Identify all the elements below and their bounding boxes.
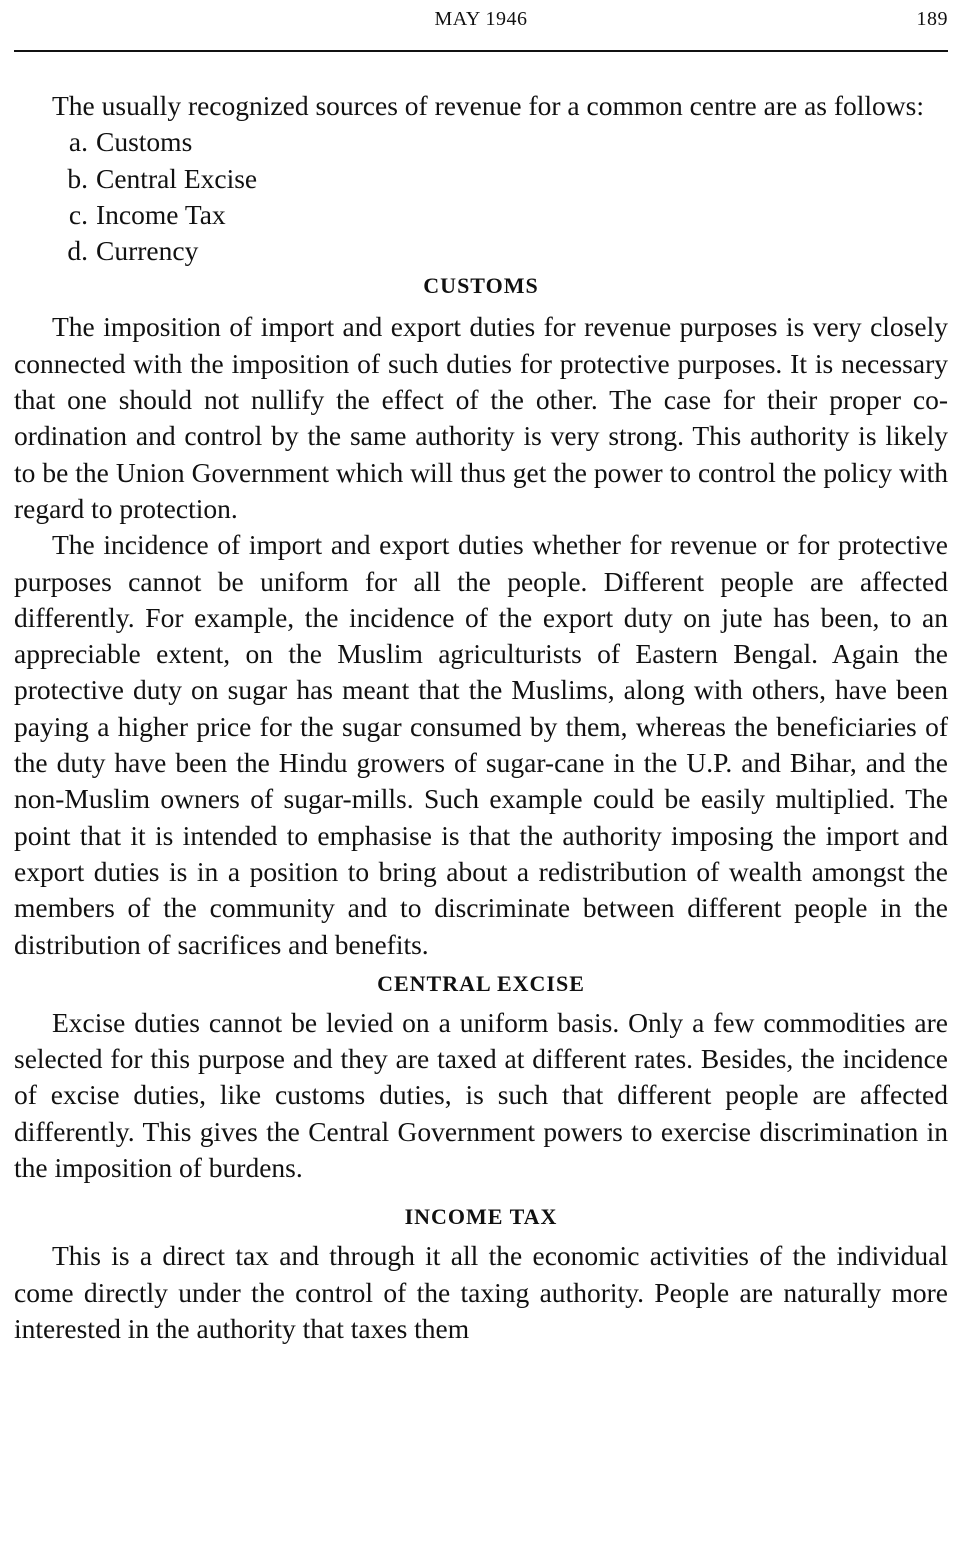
customs-paragraph-2: The incidence of import and export duties whether for revenue or for protective purposes cannot be uniform for all the people. Different people are affected differently. For example, the incidence of the export duty on jute has been, to an appreciable extent, on the Muslim agriculturists of Eastern Bengal. Again the protective duty on sugar has meant that the Muslims, along with others, have been paying a higher price for the sugar consumed by them, whereas the beneficiaries of the duty have been the Hindu growers of sugar-cane in the U.P. and Bihar, and the non-Muslim owners of sugar-mills. Such example could be easily multiplied. The point that it is intended to emphasise is that the authority imposing the import and export duties is in a position to bring about a redistribution of wealth amongst the members of the community and to discriminate between different people in the distribution of sacrifices and benefits. [14, 529, 948, 960]
list-marker: b. [67, 162, 88, 194]
list-item [14, 197, 948, 233]
list-marker: d. [67, 235, 88, 267]
customs-paragraph-1: The imposition of import and export duties for revenue purposes is very closely connected with the imposition of such duties for protective purposes. It is necessary that one should not nullify the effect of the other. The case for their proper co-ordination and control by the same authority is very strong. This authority is likely to be the Union Government which will thus get the power to control the policy with regard to protection. [14, 311, 948, 524]
document-page [14, 0, 948, 1344]
list-item-text: Customs [96, 126, 193, 158]
body-text [14, 88, 948, 1347]
section-heading-central-excise: CENTRAL EXCISE [377, 970, 585, 996]
central-excise-paragraph: Excise duties cannot be levied on a uniform basis. Only a few commodities are selected for this purpose and they are taxed at different rates. Besides, the incidence of excise duties, like customs duties, is such that different people are affected differently. This gives the Central Government powers to exercise discrimination in the imposition of burdens. [14, 1006, 948, 1184]
page-number: 189 [916, 8, 948, 30]
running-title: MAY 1946 [434, 8, 528, 30]
section-heading-income-tax: INCOME TAX [404, 1204, 558, 1230]
list-marker: a. [68, 126, 88, 158]
list-item [14, 124, 948, 160]
list-item-text: Central Excise [96, 162, 258, 194]
list-item [14, 233, 948, 269]
list-item-text: Currency [96, 235, 199, 267]
running-header [14, 0, 948, 40]
intro-paragraph: The usually recognized sources of revenue for a common centre are as follows: [52, 90, 925, 121]
header-rule [14, 50, 948, 52]
section-heading-customs: CUSTOMS [423, 273, 539, 299]
list-item [14, 161, 948, 197]
revenue-sources-list [14, 124, 948, 269]
list-item-text: Income Tax [96, 198, 226, 230]
income-tax-paragraph: This is a direct tax and through it all the economic activities of the individual come directly under the control of the taxing authority. People are naturally more interested in the authority that taxes them [14, 1240, 948, 1344]
list-marker: c. [68, 198, 88, 230]
